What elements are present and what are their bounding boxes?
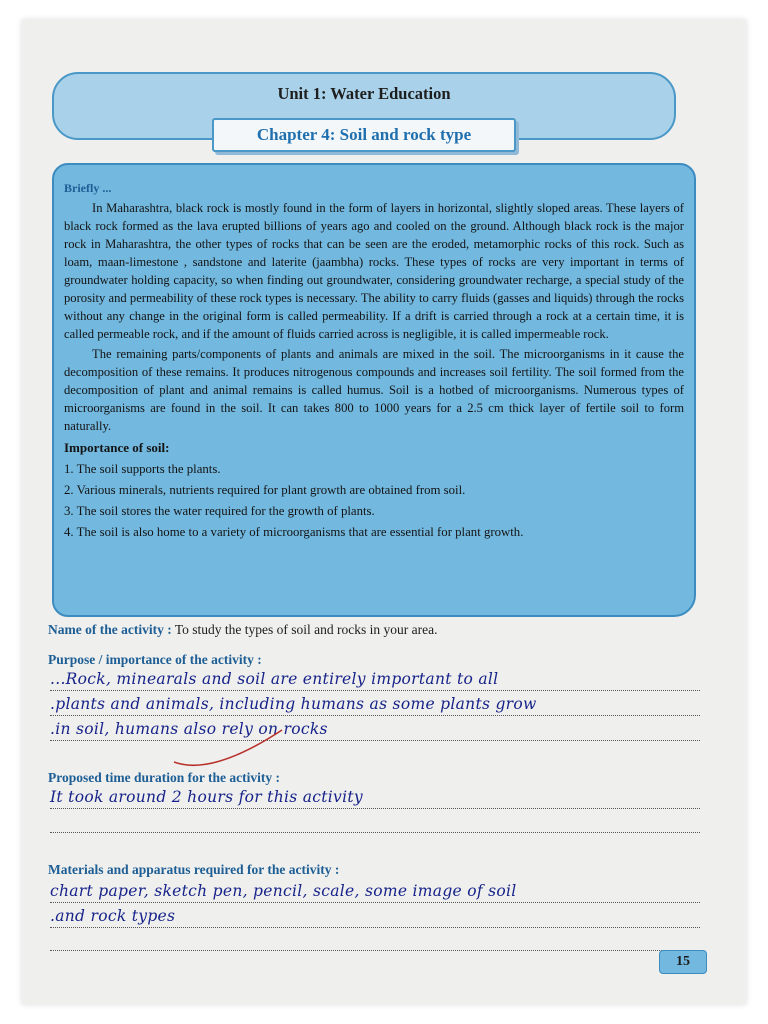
purpose-line-3: .in soil, humans also rely on rocks (50, 718, 700, 741)
textbook-page (22, 20, 746, 1004)
activity-name-value: To study the types of soil and rocks in your area. (174, 622, 438, 637)
briefly-label: Briefly ... (64, 181, 112, 195)
materials-label: Materials and apparatus required for the activity : (48, 862, 340, 877)
blank-dotted-line (50, 930, 700, 951)
purpose-label: Purpose / importance of the activity : (48, 652, 262, 667)
activity-name-row (48, 622, 437, 638)
briefly-box (52, 163, 696, 617)
chapter-title: Chapter 4: Soil and rock type (256, 125, 472, 144)
briefly-paragraph-1: In Maharashtra, black rock is mostly found in the form of layers in horizontal, slightly sloped areas. These layers of black rock formed as the lava erupted billions of years ago and cooled on the ground. Although black rock is the major rock in Maharashtra, the other types of rocks that can be seen are the eroded, metamorphic rocks of this rock. Such as loam, maan-limestone , sandstone and laterite (jaambha) rocks. These types of rocks are very important in terms of groundwater holding capacity, so when finding out groundwater, considering groundwater recharge, a special study of the porosity and permeability of these rock types is necessary. The ability to carry fluids (gasses and liquids) through the rocks without any change in the original form is called permeability. If a drift is carried through a rock at a certain time, it is called permeable rock, and if the amount of fluids carried across is negligible, it is called impermeable rock. (64, 201, 684, 341)
materials-line-2: .and rock types (50, 905, 700, 928)
unit-title: Unit 1: Water Education (277, 84, 451, 103)
chapter-title-box (212, 118, 516, 152)
purpose-line-1: ...Rock, minearals and soil are entirely important to all (50, 668, 700, 691)
briefly-content (64, 179, 684, 543)
blank-dotted-line (50, 812, 700, 833)
duration-line: It took around 2 hours for this activity (50, 786, 700, 809)
importance-item: 3. The soil stores the water required for the growth of plants. (64, 504, 375, 518)
page-number: 15 (659, 950, 707, 974)
importance-item: 4. The soil is also home to a variety of microorganisms that are essential for plant growth. (64, 525, 524, 539)
activity-name-label: Name of the activity : (48, 622, 172, 637)
purpose-line-2: .plants and animals, including humans as some plants grow (50, 693, 700, 716)
duration-label: Proposed time duration for the activity : (48, 770, 280, 785)
importance-list (64, 459, 684, 543)
briefly-paragraph-2: The remaining parts/components of plants and animals are mixed in the soil. The microorganisms in it cause the decomposition of these remains. It produces nitrogenous compounds and increases soil fertility. The soil formed from the decomposition of plant and animal remains is called humus. Soil is a hotbed of microorganisms. Numerous types of microorganisms are found in the soil. It can takes 800 to 1000 years for a 2.5 cm thick layer of fertile soil to form naturally. (64, 347, 684, 433)
importance-item: 1. The soil supports the plants. (64, 462, 221, 476)
importance-heading: Importance of soil: (64, 440, 170, 455)
materials-line-1: chart paper, sketch pen, pencil, scale, some image of soil (50, 880, 700, 903)
importance-item: 2. Various minerals, nutrients required for plant growth are obtained from soil. (64, 483, 466, 497)
